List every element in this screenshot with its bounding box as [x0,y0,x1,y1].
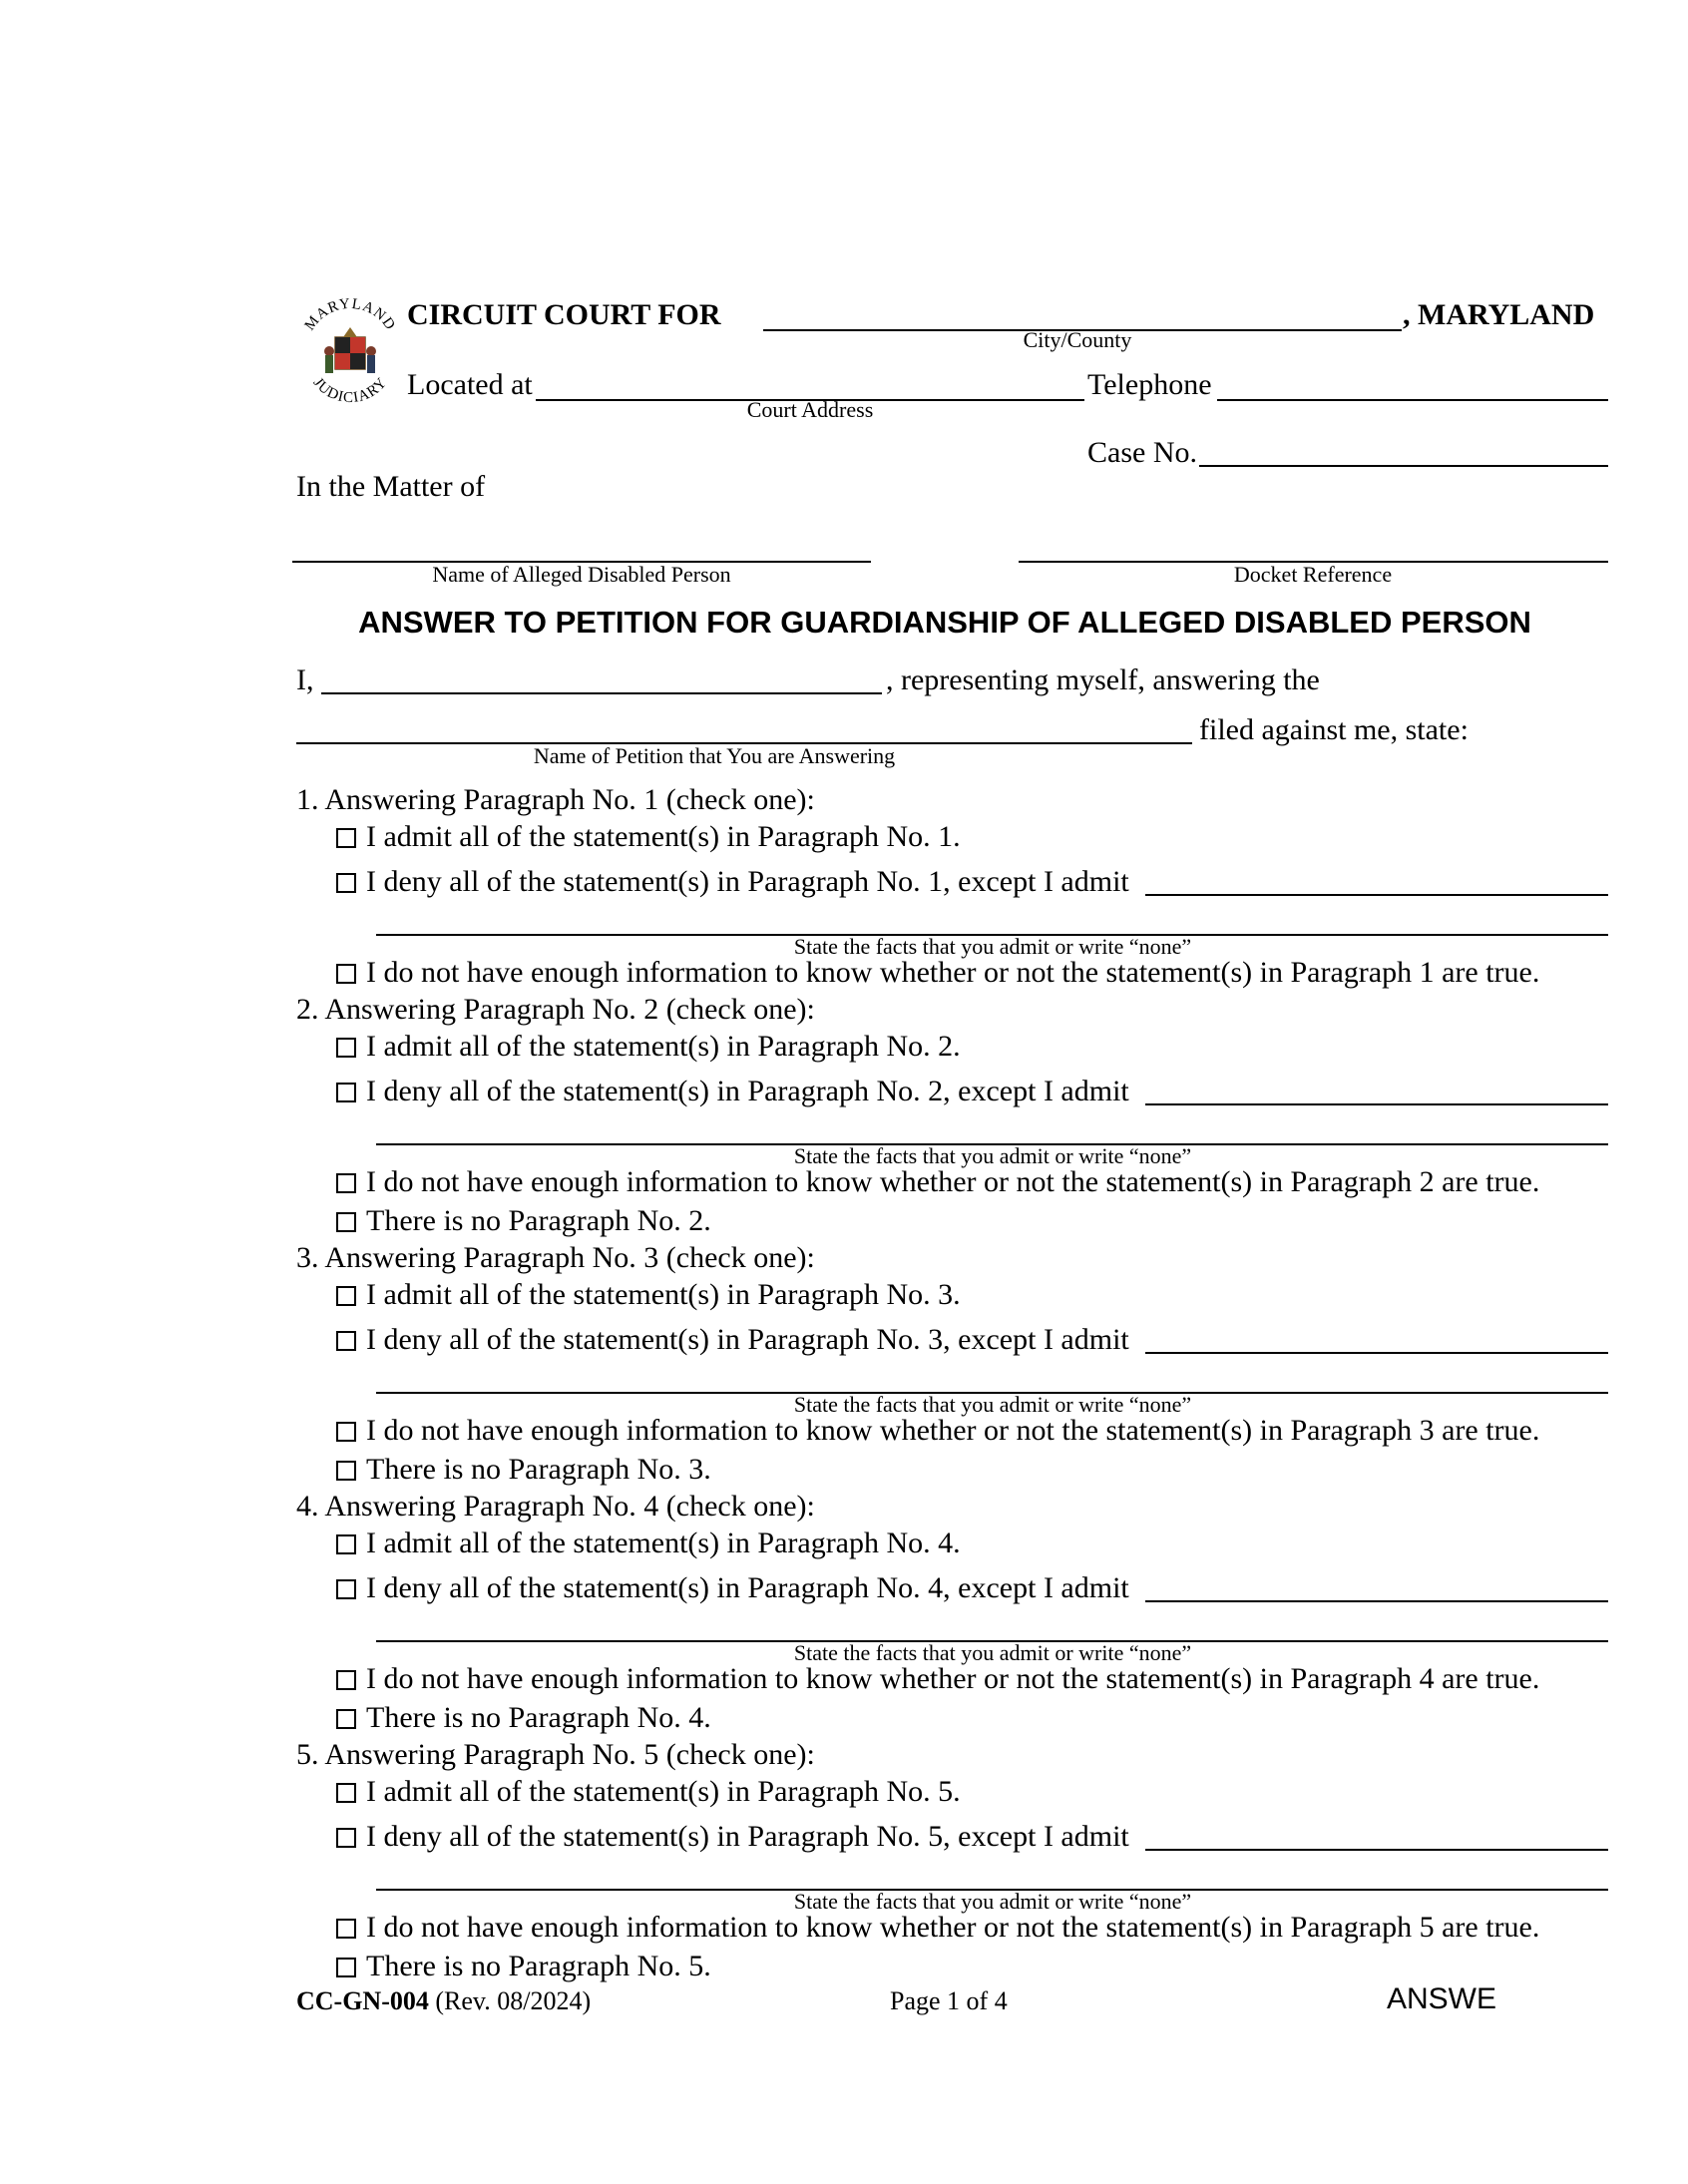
no-paragraph-option[interactable]: There is no Paragraph No. 3. [336,1452,711,1488]
deny-option[interactable]: I deny all of the statement(s) in Paragraph No. 2, except I admit [336,1074,1129,1109]
paragraph-heading: 4. Answering Paragraph No. 4 (check one): [296,1490,815,1523]
checkbox[interactable] [336,1709,356,1729]
circuit-court-label: CIRCUIT COURT FOR [407,298,721,331]
no-info-option[interactable]: I do not have enough information to know whether or not the statement(s) in Paragraph 3 are true. [336,1413,1539,1449]
deny-option[interactable]: I deny all of the statement(s) in Paragraph No. 5, except I admit [336,1819,1129,1855]
representing-text: , representing myself, answering the [886,663,1320,696]
form-code: CC-GN-004 (Rev. 08/2024) [296,1986,592,2015]
facts-caption: State the facts that you admit or write “none” [793,1392,1192,1417]
admit-facts-field[interactable] [1145,1352,1608,1354]
facts-caption: State the facts that you admit or write “none” [793,1143,1192,1168]
admit-option[interactable]: I admit all of the statement(s) in Paragraph No. 3. [336,1277,961,1313]
paragraph-heading: 3. Answering Paragraph No. 3 (check one): [296,1241,815,1274]
admit-option[interactable]: I admit all of the statement(s) in Paragraph No. 2. [336,1029,961,1065]
admit-option[interactable]: I admit all of the statement(s) in Paragraph No. 4. [336,1526,961,1561]
in-the-matter-label: In the Matter of [296,470,486,503]
located-at-label: Located at [407,368,533,401]
checkbox[interactable] [336,964,356,984]
telephone-label: Telephone [1087,368,1212,401]
checkbox[interactable] [336,1461,356,1481]
checkbox[interactable] [336,1919,356,1939]
svg-text:JUDICIARY: JUDICIARY [309,374,391,407]
case-no-field[interactable] [1199,465,1608,467]
document-title: ANSWER TO PETITION FOR GUARDIANSHIP OF ALLEGED DISABLED PERSON [358,605,1531,640]
admit-facts-field[interactable] [1145,1849,1608,1851]
admit-facts-field[interactable] [1145,894,1608,896]
checkbox[interactable] [336,873,356,893]
form-stamp: ANSWE [1387,1982,1497,2015]
checkbox[interactable] [336,828,356,848]
checkbox[interactable] [336,1670,356,1690]
case-no-label: Case No. [1087,436,1197,469]
maryland-judiciary-seal [295,293,405,413]
no-paragraph-option[interactable]: There is no Paragraph No. 2. [336,1203,711,1239]
alleged-disabled-person-caption: Name of Alleged Disabled Person [432,562,731,587]
no-info-option[interactable]: I do not have enough information to know whether or not the statement(s) in Paragraph 2 are true. [336,1164,1539,1200]
svg-text:MARYLAND: MARYLAND [301,295,399,334]
checkbox[interactable] [336,1828,356,1848]
checkbox[interactable] [336,1173,356,1193]
facts-caption: State the facts that you admit or write “none” [793,1640,1192,1665]
respondent-name-field[interactable] [321,692,882,694]
admit-facts-field[interactable] [1145,1600,1608,1602]
no-info-option[interactable]: I do not have enough information to know whether or not the statement(s) in Paragraph 5 are true. [336,1910,1539,1946]
paragraph-heading: 5. Answering Paragraph No. 5 (check one): [296,1738,815,1771]
no-paragraph-option[interactable]: There is no Paragraph No. 5. [336,1949,711,1984]
telephone-field[interactable] [1217,399,1608,401]
checkbox[interactable] [336,1783,356,1803]
admit-option[interactable]: I admit all of the statement(s) in Paragraph No. 1. [336,819,961,855]
facts-caption: State the facts that you admit or write “none” [793,934,1192,959]
admit-facts-field[interactable] [1145,1103,1608,1105]
checkbox[interactable] [336,1422,356,1442]
facts-caption: State the facts that you admit or write “none” [793,1889,1192,1914]
deny-option[interactable]: I deny all of the statement(s) in Paragraph No. 3, except I admit [336,1322,1129,1358]
deny-option[interactable]: I deny all of the statement(s) in Paragraph No. 1, except I admit [336,864,1129,900]
checkbox[interactable] [336,1286,356,1306]
checkbox[interactable] [336,1579,356,1599]
docket-reference-caption: Docket Reference [1233,562,1393,587]
deny-option[interactable]: I deny all of the statement(s) in Paragraph No. 4, except I admit [336,1570,1129,1606]
intro-i-label: I, [296,663,314,696]
no-info-option[interactable]: I do not have enough information to know whether or not the statement(s) in Paragraph 1 are true. [336,955,1539,991]
seal-icon [295,293,405,413]
filed-against-text: filed against me, state: [1199,713,1469,746]
admit-option[interactable]: I admit all of the statement(s) in Paragraph No. 5. [336,1774,961,1810]
no-info-option[interactable]: I do not have enough information to know whether or not the statement(s) in Paragraph 4 are true. [336,1661,1539,1697]
no-paragraph-option[interactable]: There is no Paragraph No. 4. [336,1700,711,1736]
city-county-caption: City/County [1023,327,1132,352]
paragraph-heading: 1. Answering Paragraph No. 1 (check one): [296,783,815,816]
checkbox[interactable] [336,1958,356,1977]
maryland-label: , MARYLAND [1403,298,1595,331]
checkbox[interactable] [336,1534,356,1554]
page-number: Page 1 of 4 [890,1986,1008,2015]
paragraph-heading: 2. Answering Paragraph No. 2 (check one): [296,993,815,1026]
checkbox[interactable] [336,1212,356,1232]
checkbox[interactable] [336,1038,356,1058]
checkbox[interactable] [336,1083,356,1102]
petition-name-caption: Name of Petition that You are Answering [533,743,896,768]
checkbox[interactable] [336,1331,356,1351]
court-address-caption: Court Address [746,397,874,422]
